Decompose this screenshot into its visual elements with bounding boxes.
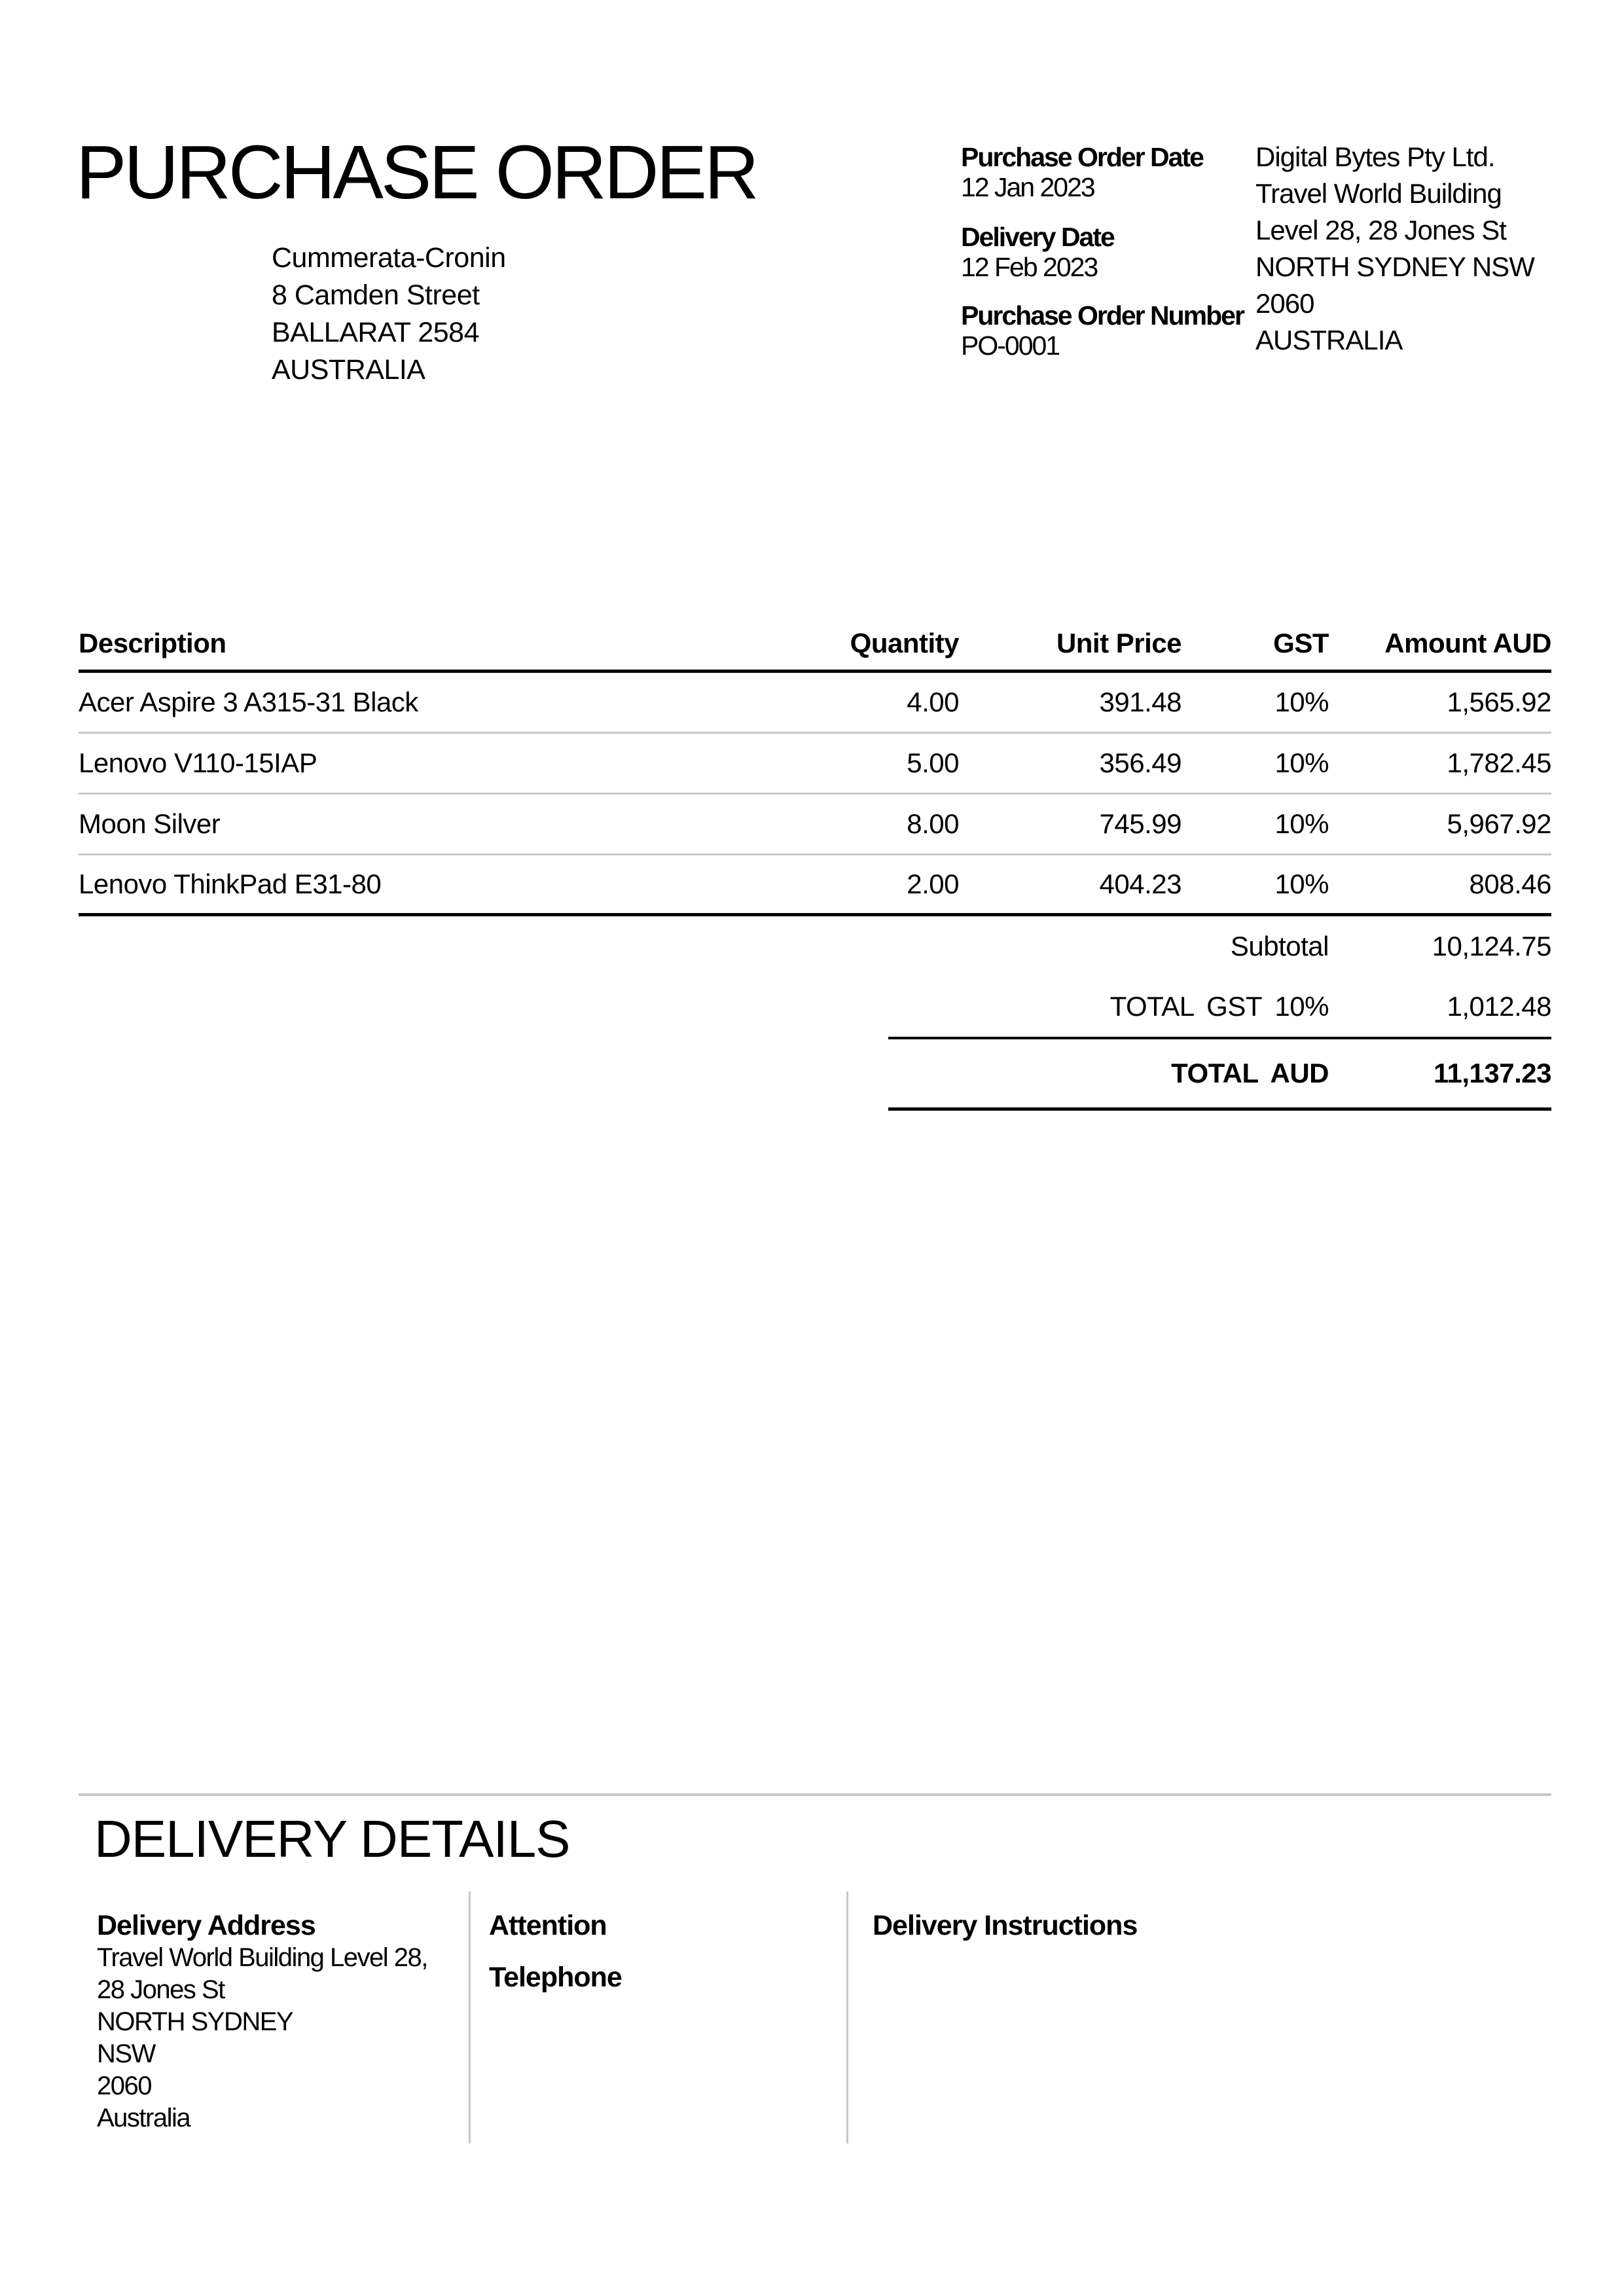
attention-column: [469, 1892, 846, 2144]
vendor-address-line: BALLARAT 2584: [272, 317, 480, 348]
page-title: PURCHASE ORDER: [76, 130, 757, 215]
company-address-line: 2060: [1255, 288, 1314, 319]
cell-gst: 10%: [1274, 808, 1329, 839]
subtotal-value: 10,124.75: [1432, 931, 1551, 961]
cell-unit-price: 391.48: [1099, 687, 1182, 717]
cell-amount: 1,565.92: [1447, 687, 1551, 717]
cell-description: Moon Silver: [79, 808, 221, 839]
cell-amount: 808.46: [1469, 869, 1551, 899]
company-address-line: Travel World Building: [1255, 178, 1502, 209]
delivery-details-heading: DELIVERY DETAILS: [94, 1810, 570, 1868]
cell-quantity: 2.00: [907, 869, 959, 899]
total-gst-row: [79, 977, 1551, 1037]
table-row: [79, 795, 1551, 855]
cell-unit-price: 745.99: [1099, 808, 1182, 839]
company-address-line: AUSTRALIA: [1255, 325, 1403, 355]
delivery-details-section: [79, 1892, 1551, 2144]
subtotal-row: [79, 916, 1551, 977]
cell-description: Lenovo V110-15IAP: [79, 747, 317, 778]
column-header-amount-aud: Amount AUD: [1384, 628, 1551, 658]
grand-total-label: TOTAL AUD: [1171, 1058, 1329, 1088]
grand-total-row: [888, 1039, 1551, 1107]
cell-gst: 10%: [1274, 747, 1329, 778]
column-header-gst: GST: [1273, 628, 1329, 658]
section-divider-rule: [79, 1793, 1551, 1796]
delivery-address-line: Australia: [97, 2104, 190, 2132]
delivery-address-column: [79, 1892, 469, 2144]
cell-description: Acer Aspire 3 A315-31 Black: [79, 687, 418, 717]
items-table-header: [79, 609, 1551, 673]
items-table: [79, 609, 1551, 916]
vendor-address-line: 8 Camden Street: [272, 279, 480, 311]
purchase-order-date-value: 12 Jan 2023: [961, 172, 1094, 202]
purchase-order-date-label: Purchase Order Date: [961, 142, 1203, 172]
total-gst-value: 1,012.48: [1447, 991, 1551, 1022]
grand-total-value: 11,137.23: [1433, 1058, 1551, 1088]
cell-gst: 10%: [1274, 687, 1329, 717]
delivery-address-line: 2060: [97, 2072, 151, 2100]
purchase-order-number-label: Purchase Order Number: [961, 300, 1244, 331]
cell-quantity: 8.00: [907, 808, 959, 839]
delivery-instructions-column: [846, 1892, 1551, 2144]
company-address-line: Level 28, 28 Jones St: [1255, 215, 1506, 245]
cell-quantity: 4.00: [907, 687, 959, 717]
purchase-order-number-value: PO-0001: [961, 331, 1060, 361]
attention-label: Attention: [489, 1910, 607, 1941]
table-row: [79, 734, 1551, 795]
column-header-description: Description: [79, 628, 226, 658]
cell-quantity: 5.00: [907, 747, 959, 778]
delivery-address-line: NORTH SYDNEY: [97, 2007, 293, 2036]
table-row: [79, 673, 1551, 734]
totals-section: [79, 916, 1551, 1111]
column-header-unit-price: Unit Price: [1056, 628, 1182, 658]
company-address: [1255, 139, 1534, 359]
delivery-address-line: NSW: [97, 2039, 155, 2068]
company-address-line: NORTH SYDNEY NSW: [1255, 251, 1534, 282]
telephone-label: Telephone: [489, 1962, 622, 1993]
cell-description: Lenovo ThinkPad E31-80: [79, 869, 382, 899]
delivery-instructions-label: Delivery Instructions: [873, 1910, 1138, 1941]
cell-amount: 1,782.45: [1447, 747, 1551, 778]
delivery-address-line: 28 Jones St: [97, 1975, 225, 2004]
cell-unit-price: 356.49: [1099, 747, 1182, 778]
cell-amount: 5,967.92: [1447, 808, 1551, 839]
cell-unit-price: 404.23: [1099, 869, 1182, 899]
delivery-address-line: Travel World Building Level 28,: [97, 1943, 427, 1972]
subtotal-label: Subtotal: [1230, 931, 1329, 961]
company-address-line: Digital Bytes Pty Ltd.: [1255, 141, 1495, 172]
vendor-address-line: Cummerata-Cronin: [272, 242, 506, 274]
delivery-address-label: Delivery Address: [97, 1910, 316, 1941]
total-gst-label: TOTAL GST 10%: [1110, 991, 1329, 1022]
cell-gst: 10%: [1274, 869, 1329, 899]
table-row: [79, 855, 1551, 916]
vendor-address-line: AUSTRALIA: [272, 354, 425, 386]
delivery-date-value: 12 Feb 2023: [961, 252, 1098, 282]
delivery-date-label: Delivery Date: [961, 222, 1114, 252]
column-header-quantity: Quantity: [850, 628, 959, 658]
grand-total-box: [888, 1037, 1551, 1111]
vendor-address: [272, 240, 506, 389]
